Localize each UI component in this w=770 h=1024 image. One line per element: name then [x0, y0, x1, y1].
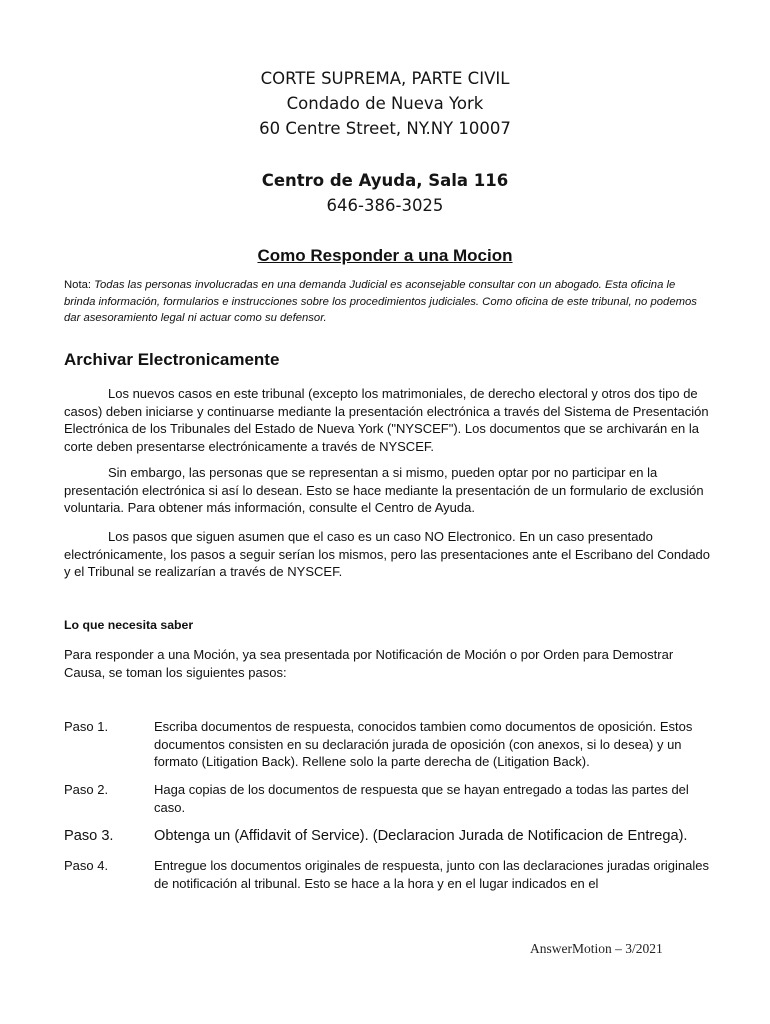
section-heading-electronic: Archivar Electronicamente	[64, 350, 280, 369]
page-title: Como Responder a una Mocion	[257, 246, 513, 265]
court-address: 60 Centre Street, NY.NY 10007	[259, 119, 511, 138]
court-name: CORTE SUPREMA, PARTE CIVIL	[260, 69, 510, 88]
step-3-text: Obtenga un (Affidavit of Service). (Declaracion Jurada de Notificacion de Entrega).	[154, 828, 688, 844]
step-3-label: Paso 3.	[64, 828, 114, 844]
step-2-text: Haga copias de los documentos de respuesta que se hayan entregado a todas las partes del caso.	[154, 782, 689, 815]
paragraph-electronic-2: Sin embargo, las personas que se representan a si mismo, pueden optar por no participar en la presentación electrónica si así lo desean. Esto se hace mediante la presentación de un formulario de exclusión voluntaria. Para obtener más información, consulte el Centro de Ayuda.	[64, 465, 704, 515]
note-text: Todas las personas involucradas en una demanda Judicial es aconsejable consultar con un abogado. Esta oficina le brinda información, formularios e instrucciones sobre los procedimientos judiciales. Como oficina de este tribunal, no podemos dar asesoramiento legal ni actuar como su defensor.	[64, 279, 697, 324]
step-4-text: Entregue los documentos originales de respuesta, junto con las declaraciones juradas originales de notificación al tribunal. Esto se hace a la hora y en el lugar indicados en el	[154, 858, 710, 891]
step-2-label: Paso 2.	[64, 782, 109, 797]
phone-number: 646-386-3025	[326, 196, 444, 215]
step-1-label: Paso 1.	[64, 719, 109, 734]
paragraph-electronic-1: Los nuevos casos en este tribunal (excepto los matrimoniales, de derecho electoral y otros dos tipo de casos) deben iniciarse y continuarse mediante la presentación electrónica a través del Sistema de Presentación Electrónica de los Tribunales del Estado de Nueva York ("NYSCEF"). Los documentos que se archivarán en la corte deben presentarse electrónicamente a través de NYSCEF.	[64, 386, 709, 454]
section-heading-what-to-know: Lo que necesita saber	[64, 618, 194, 632]
help-center: Centro de Ayuda, Sala 116	[261, 171, 509, 190]
note-label: Nota:	[64, 279, 92, 291]
paragraph-electronic-3: Los pasos que siguen asumen que el caso es un caso NO Electronico. En un caso presentado electrónicamente, los pasos a seguir serían los mismos, pero las presentaciones ante el Escribano del Condado y el Tribunal se realizarían a través de NYSCEF.	[64, 529, 711, 579]
step-4-label: Paso 4.	[64, 858, 109, 873]
disclaimer-note	[64, 277, 709, 327]
county-name: Condado de Nueva York	[286, 94, 484, 113]
intro-paragraph: Para responder a una Moción, ya sea presentada por Notificación de Moción o por Orden para Demostrar Causa, se toman los siguientes pasos:	[64, 647, 674, 680]
step-1-text: Escriba documentos de respuesta, conocidos tambien como documentos de oposición. Estos documentos consisten en su declaración jurada de oposición (con anexos, si lo desea) y un formato (Litigation Back). Rellene solo la parte derecha de (Litigation Back).	[154, 719, 693, 769]
document-footer: AnswerMotion – 3/2021	[530, 941, 663, 956]
